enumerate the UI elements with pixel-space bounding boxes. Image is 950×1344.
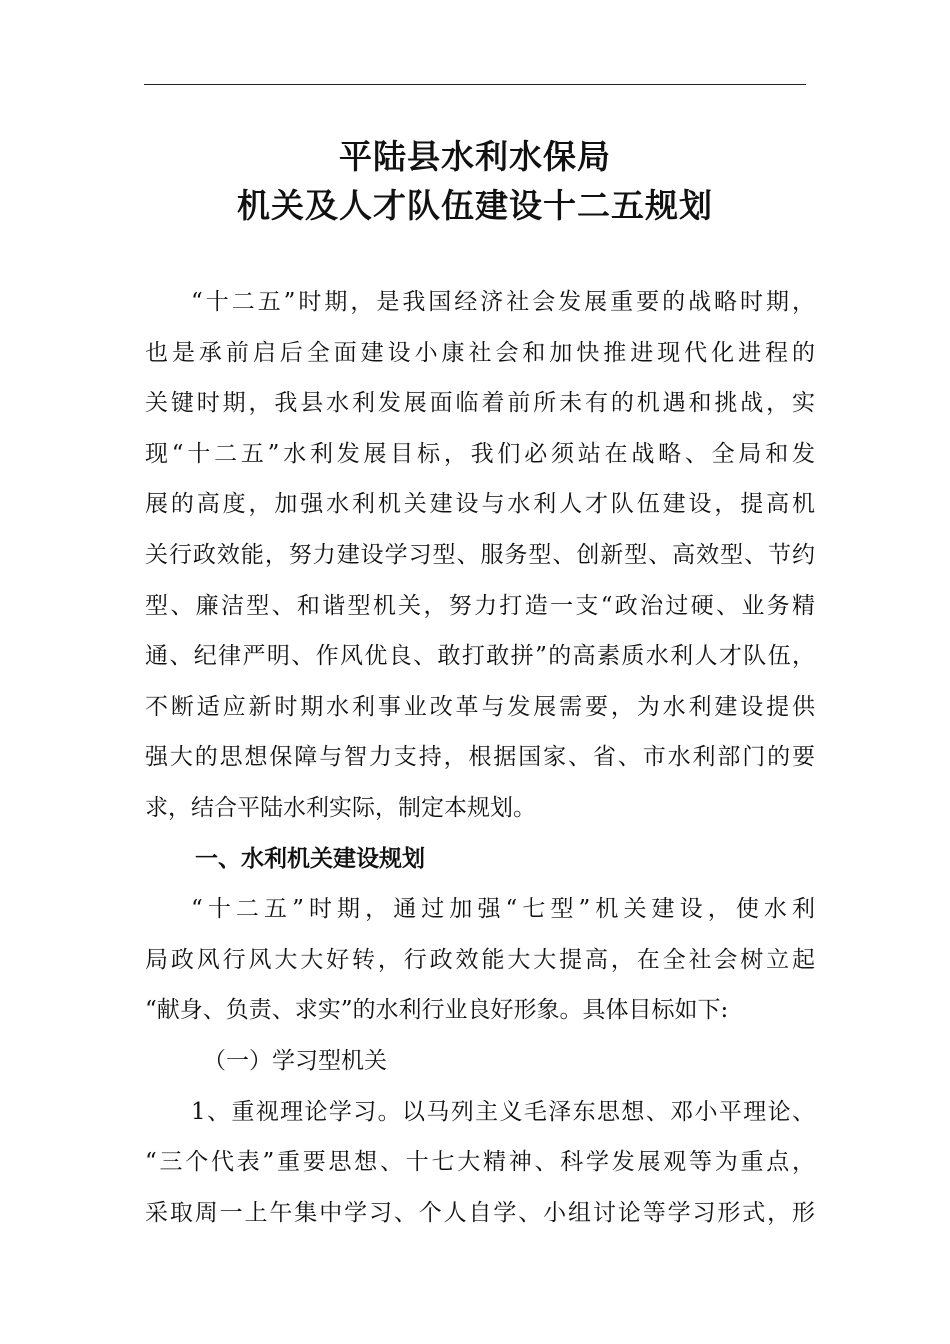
paragraph-line: 1、重视理论学习。以马列主义毛泽东思想、邓小平理论、 bbox=[191, 1098, 815, 1125]
paragraph-line: 通、纪律严明、作风优良、敢打敢拼”的高素质水利人才队伍， bbox=[145, 643, 815, 670]
section-heading: 一、水利机关建设规划 bbox=[195, 845, 425, 872]
paragraph-line: “十二五”时期，是我国经济社会发展重要的战略时期， bbox=[191, 289, 815, 315]
paragraph-line: 采取周一上午集中学习、个人自学、小组讨论等学习形式，形 bbox=[145, 1199, 815, 1226]
document-title-line2: 机关及人才队伍建设十二五规划 bbox=[237, 186, 713, 225]
paragraph-line: 现“十二五”水利发展目标，我们必须站在战略、全局和发 bbox=[145, 440, 815, 467]
subsection-heading: （一）学习型机关 bbox=[203, 1047, 387, 1074]
paragraph-line: 关行政效能，努力建设学习型、服务型、创新型、高效型、节约 bbox=[145, 541, 815, 568]
paragraph-line: “三个代表”重要思想、十七大精神、科学发展观等为重点， bbox=[145, 1149, 815, 1176]
paragraph-line: “献身、负责、求实”的水利行业良好形象。具体目标如下: bbox=[145, 997, 729, 1024]
paragraph-line: 展的高度，加强水利机关建设与水利人才队伍建设，提高机 bbox=[145, 491, 815, 518]
paragraph-line: 强大的思想保障与智力支持，根据国家、省、市水利部门的要 bbox=[145, 744, 815, 771]
paragraph-line: 求，结合平陆水利实际，制定本规划。 bbox=[145, 794, 536, 821]
header-rule bbox=[144, 84, 806, 85]
paragraph-line: 型、廉洁型、和谐型机关，努力打造一支“政治过硬、业务精 bbox=[145, 592, 815, 619]
paragraph-line: 局政风行风大大好转，行政效能大大提高，在全社会树立起 bbox=[145, 946, 815, 973]
document-body bbox=[145, 288, 815, 1249]
paragraph-line: “十二五”时期，通过加强“七型”机关建设，使水利 bbox=[191, 896, 815, 923]
paragraph-line: 不断适应新时期水利事业改革与发展需要，为水利建设提供 bbox=[145, 693, 815, 720]
paragraph-line: 也是承前启后全面建设小康社会和加快推进现代化进程的 bbox=[145, 339, 815, 366]
paragraph-line: 关键时期，我县水利发展面临着前所未有的机遇和挑战，实 bbox=[145, 390, 815, 417]
document-title-line1: 平陆县水利水保局 bbox=[339, 137, 611, 176]
